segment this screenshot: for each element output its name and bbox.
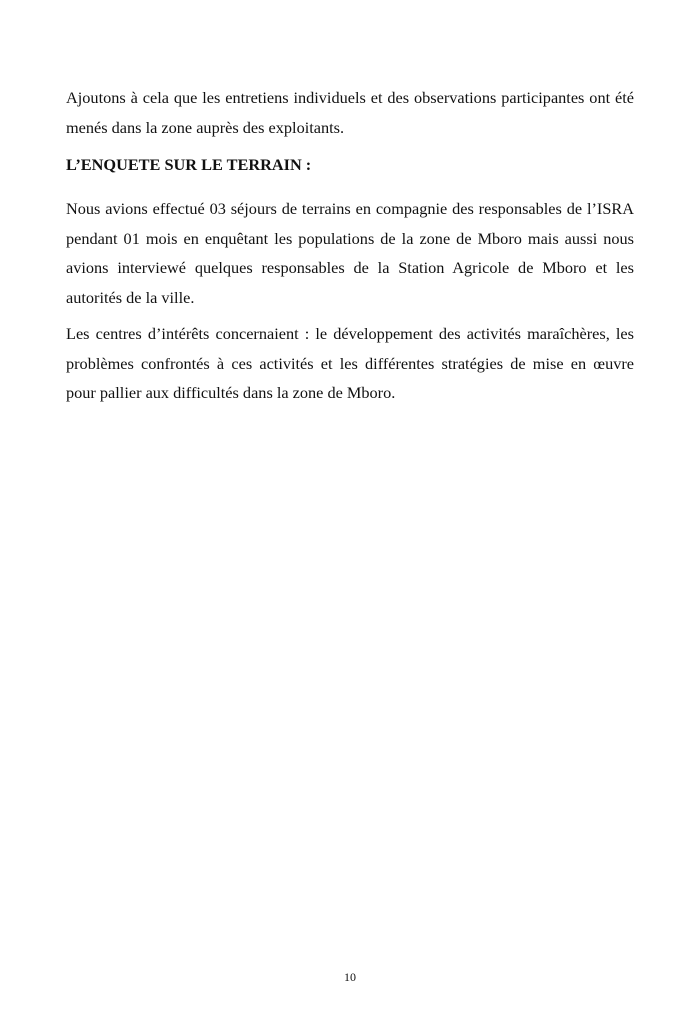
paragraph-interviews [66,83,634,142]
text-line: avions interviewé quelques responsables de la Station Agricole de Mboro et les [66,258,634,278]
text-line: problèmes confrontés à ces activités et les différentes stratégies de mise en œuvre [66,353,634,373]
section-heading: L’ENQUETE SUR LE TERRAIN : [66,155,312,174]
paragraph-field-stays [66,194,634,313]
text-line: Ajoutons à cela que les entretiens individuels et des observations participantes ont été [66,88,634,107]
text-line: Les centres d’intérêts concernaient : le développement des activités maraîchères, les [66,324,634,343]
text-line: menés dans la zone auprès des exploitants. [66,117,345,137]
text-line: autorités de la ville. [66,288,195,308]
page-number: 10 [344,970,356,984]
text-line: pendant 01 mois en enquêtant les populations de la zone de Mboro mais aussi nous [66,228,634,248]
text-line: pour pallier aux difficultés dans la zone de Mboro. [66,383,396,403]
text-line: Nous avions effectué 03 séjours de terrains en compagnie des responsables de l’ISRA [66,199,634,218]
paragraph-interests [66,319,634,408]
